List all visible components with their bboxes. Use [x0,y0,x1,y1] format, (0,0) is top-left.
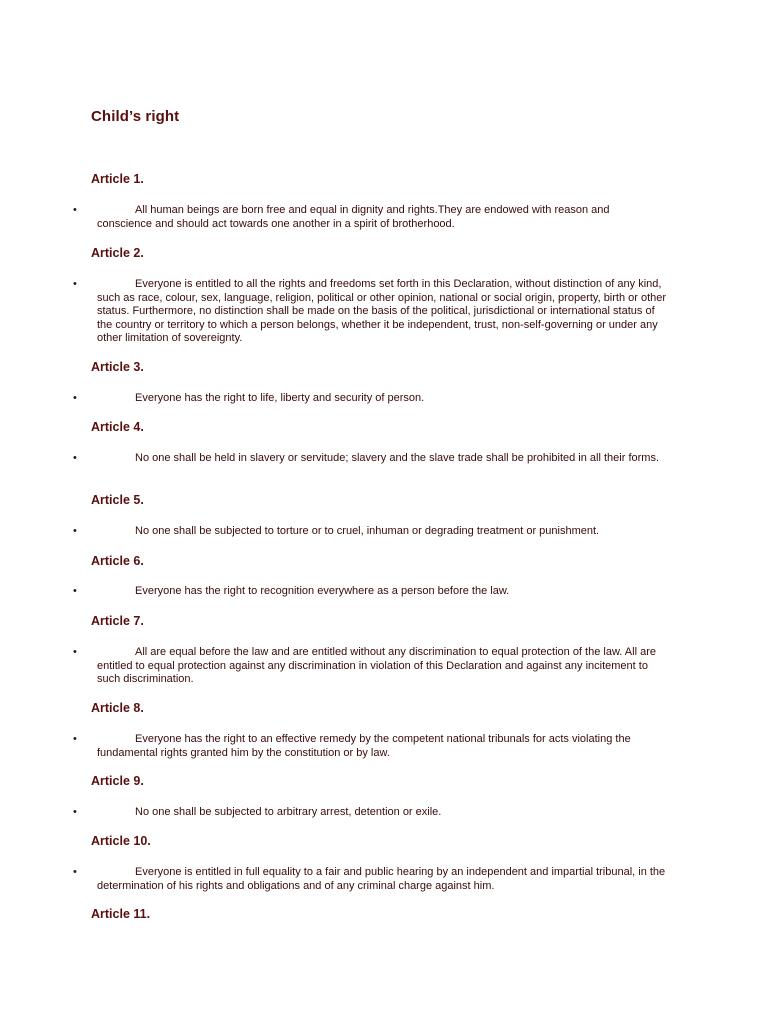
article-5-heading: Article 5. [91,493,144,507]
bullet-icon: • [73,866,77,878]
article-2-heading: Article 2. [91,246,144,260]
bullet-icon: • [73,806,77,818]
article-10-text: Everyone is entitled in full equality to a fair and public hearing by an independent and impartial tribunal, in the determination of his rights and obligations and of any criminal charge against him. [97,866,666,892]
article-1-text: All human beings are born free and equal in dignity and rights.They are endowed with reason and conscience and should act towards one another in a spirit of brotherhood. [97,204,610,230]
bullet-icon: • [73,646,77,658]
article-6-heading: Article 6. [91,554,144,568]
bullet-icon: • [73,278,77,290]
article-11-heading: Article 11. [91,907,151,921]
article-1-heading: Article 1. [91,172,144,186]
bullet-icon: • [73,392,77,404]
article-8-text: Everyone has the right to an effective remedy by the competent national tribunals for acts violating the fundamental rights granted him by the constitution or by law. [97,733,631,759]
bullet-icon: • [73,525,77,537]
article-7-text: All are equal before the law and are entitled without any discrimination to equal protection of the law. All are entitled to equal protection against any discrimination in violation of this Declaration and against any incitement to such discrimination. [97,646,656,685]
bullet-icon: • [73,585,77,597]
bullet-icon: • [73,452,77,464]
article-5-text: No one shall be subjected to torture or to cruel, inhuman or degrading treatment or punishment. [135,525,600,537]
article-10-heading: Article 10. [91,834,151,848]
article-6-text: Everyone has the right to recognition everywhere as a person before the law. [135,585,510,597]
bullet-icon: • [73,733,77,745]
article-9-text: No one shall be subjected to arbitrary arrest, detention or exile. [135,806,442,818]
article-4-heading: Article 4. [91,420,144,434]
article-3-heading: Article 3. [91,360,144,374]
document-title: Child’s right [91,108,180,125]
article-7-heading: Article 7. [91,614,144,628]
article-8-heading: Article 8. [91,701,144,715]
article-4-text: No one shall be held in slavery or servitude; slavery and the slave trade shall be prohibited in all their forms. [135,452,659,464]
bullet-icon: • [73,204,77,216]
article-3-text: Everyone has the right to life, liberty and security of person. [135,392,425,404]
article-2-text: Everyone is entitled to all the rights and freedoms set forth in this Declaration, without distinction of any kind, such as race, colour, sex, language, religion, political or other opinion, national or social origin, property, birth or other status. Furthermore, no distinction shall be made on the basis of the political, jurisdictional or international status of the country or territory to which a person belongs, whether it be independent, trust, non-self-governing or under any other limitation of sovereignty. [97,278,667,344]
article-9-heading: Article 9. [91,774,144,788]
